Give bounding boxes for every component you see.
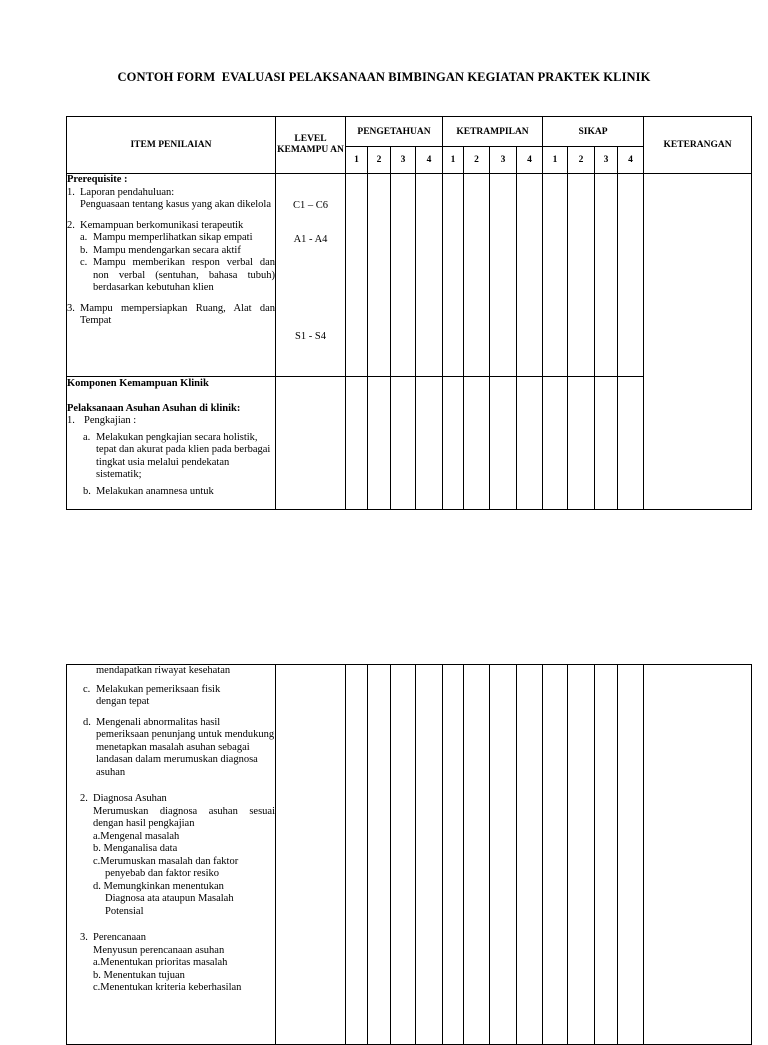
list-item-detail: Merumuskan diagnosa asuhan sesuai dengan hasil pengkajian: [93, 805, 275, 829]
col-num: 4: [618, 147, 644, 174]
list-marker: d.: [83, 716, 91, 728]
list-item: Mampu mempersiapkan Ruang, Alat dan Tempat: [80, 302, 275, 326]
score-cell[interactable]: [443, 377, 464, 510]
header-item-penilaian: ITEM PENILAIAN: [67, 117, 276, 174]
col-num: 3: [391, 147, 416, 174]
score-cell[interactable]: [543, 665, 568, 1045]
list-item-continued: penyebab dan faktor resiko: [105, 868, 219, 879]
score-cell[interactable]: [391, 377, 416, 510]
score-cell[interactable]: [595, 377, 618, 510]
col-num: 1: [543, 147, 568, 174]
list-item: Mampu memperlihatkan sikap empati: [93, 232, 253, 243]
score-cell[interactable]: [368, 174, 391, 377]
score-cell[interactable]: [346, 665, 368, 1045]
list-item: Melakukan pengkajian secara holistik, tepat dan akurat pada klien pada berbagai tingkat usia melalui pendekatan sistematik;: [96, 431, 271, 480]
score-cell[interactable]: [490, 174, 517, 377]
prerequisite-cell: [67, 174, 276, 377]
header-keterangan: KETERANGAN: [644, 117, 752, 174]
list-item-continued: mendapatkan riwayat kesehatan: [96, 665, 231, 676]
list-item: b. Menganalisa data: [93, 843, 178, 854]
evaluation-table-page-1: [66, 116, 752, 510]
col-num: 3: [490, 147, 517, 174]
list-item: Mengenali abnormalitas hasil pemeriksaan penunjang untuk mendukung menetapkan masalah asuhan sebagai landasan dalam merumuskan diagnosa asuhan: [96, 716, 275, 778]
prerequisite-title: Prerequisite :: [67, 174, 128, 185]
score-cell[interactable]: [618, 174, 644, 377]
score-cell[interactable]: [443, 665, 464, 1045]
score-cell[interactable]: [416, 665, 443, 1045]
score-cell[interactable]: [490, 665, 517, 1045]
list-item-continued: Diagnosa ata ataupun Masalah: [105, 893, 234, 904]
score-cell[interactable]: [618, 377, 644, 510]
level-cell[interactable]: [276, 377, 346, 510]
list-item-detail: Menyusun perencanaan asuhan: [93, 944, 225, 956]
col-num: 1: [346, 147, 368, 174]
score-cell[interactable]: [416, 377, 443, 510]
score-cell[interactable]: [568, 665, 595, 1045]
list-number: 2.: [80, 793, 88, 804]
list-item: Kemampuan berkomunikasi terapeutik: [80, 219, 244, 231]
score-cell[interactable]: [464, 665, 490, 1045]
header-level: LEVEL KEMAMPU AN: [276, 117, 346, 174]
score-cell[interactable]: [346, 377, 368, 510]
header-ketrampilan: KETRAMPILAN: [443, 117, 543, 147]
score-cell[interactable]: [595, 665, 618, 1045]
list-item: Mampu mendengarkan secara aktif: [93, 244, 241, 256]
continued-item-cell: [67, 665, 276, 1045]
list-item: Melakukan anamnesa untuk: [96, 485, 214, 497]
score-cell[interactable]: [517, 377, 543, 510]
list-item: Diagnosa Asuhan: [93, 793, 167, 804]
list-item-continued: Potensial: [105, 905, 144, 917]
list-number: 3.: [80, 932, 88, 943]
table-row: [67, 665, 752, 1045]
level-value: A1 - A4: [293, 233, 328, 245]
score-cell[interactable]: [490, 377, 517, 510]
evaluation-table-page-2: [66, 664, 752, 1045]
score-cell[interactable]: [517, 665, 543, 1045]
score-cell[interactable]: [543, 174, 568, 377]
list-marker: a.: [83, 431, 91, 443]
score-cell[interactable]: [443, 174, 464, 377]
list-item-detail: Penguasaan tentang kasus yang akan dikelola: [80, 199, 271, 210]
level-value: C1 – C6: [292, 200, 328, 211]
list-number: 2.: [67, 219, 75, 231]
score-cell[interactable]: [618, 665, 644, 1045]
score-cell[interactable]: [568, 174, 595, 377]
list-item: a.Mengenal masalah: [93, 830, 180, 842]
level-cell: [276, 174, 346, 377]
list-marker: b.: [80, 244, 88, 256]
form-title: CONTOH FORM EVALUASI PELAKSANAAN BIMBINGAN KEGIATAN PRAKTEK KLINIK: [117, 70, 651, 84]
list-item: c.Merumuskan masalah dan faktor: [93, 855, 239, 867]
section-title: Pelaksanaan Asuhan Asuhan di klinik:: [67, 402, 241, 414]
level-cell[interactable]: [276, 665, 346, 1045]
list-marker: c.: [80, 257, 88, 268]
komponen-cell: [67, 377, 276, 510]
list-item: b. Menentukan tujuan: [93, 969, 185, 981]
score-cell[interactable]: [368, 377, 391, 510]
table-row: [67, 174, 752, 377]
col-num: 4: [517, 147, 543, 174]
list-marker: a.: [80, 232, 88, 243]
score-cell[interactable]: [595, 174, 618, 377]
col-num: 3: [595, 147, 618, 174]
list-item: Pengkajian :: [84, 415, 137, 426]
header-sikap: SIKAP: [543, 117, 644, 147]
col-num: 2: [568, 147, 595, 174]
keterangan-cell[interactable]: [644, 174, 752, 510]
list-marker: b.: [83, 485, 91, 497]
score-cell[interactable]: [464, 377, 490, 510]
list-item: c.Menentukan kriteria keberhasilan: [93, 982, 242, 993]
score-cell[interactable]: [568, 377, 595, 510]
score-cell[interactable]: [517, 174, 543, 377]
col-num: 4: [416, 147, 443, 174]
col-num: 1: [443, 147, 464, 174]
col-num: 2: [464, 147, 490, 174]
score-cell[interactable]: [416, 174, 443, 377]
list-number: 1.: [67, 186, 75, 198]
list-number: 1.: [67, 415, 75, 426]
score-cell[interactable]: [368, 665, 391, 1045]
list-item: Melakukan pemeriksaan fisik dengan tepat: [96, 683, 221, 707]
section-title: Komponen Kemampuan Klinik: [67, 378, 209, 389]
score-cell[interactable]: [346, 174, 368, 377]
list-item: Mampu memberikan respon verbal dan non verbal (sentuhan, bahasa tubuh) berdasarkan kebutuhan klien: [93, 257, 275, 293]
score-cell[interactable]: [543, 377, 568, 510]
list-item: Laporan pendahuluan:: [80, 186, 175, 198]
score-cell[interactable]: [464, 174, 490, 377]
keterangan-cell[interactable]: [644, 665, 752, 1045]
list-marker: c.: [83, 683, 91, 695]
level-value: S1 - S4: [295, 331, 326, 342]
col-num: 2: [368, 147, 391, 174]
list-item: Perencanaan: [93, 932, 147, 943]
header-pengetahuan: PENGETAHUAN: [346, 117, 443, 147]
list-item: d. Memungkinkan menentukan: [93, 880, 224, 892]
list-item: a.Menentukan prioritas masalah: [93, 957, 228, 968]
score-cell[interactable]: [391, 174, 416, 377]
list-number: 3.: [67, 302, 75, 314]
score-cell[interactable]: [391, 665, 416, 1045]
